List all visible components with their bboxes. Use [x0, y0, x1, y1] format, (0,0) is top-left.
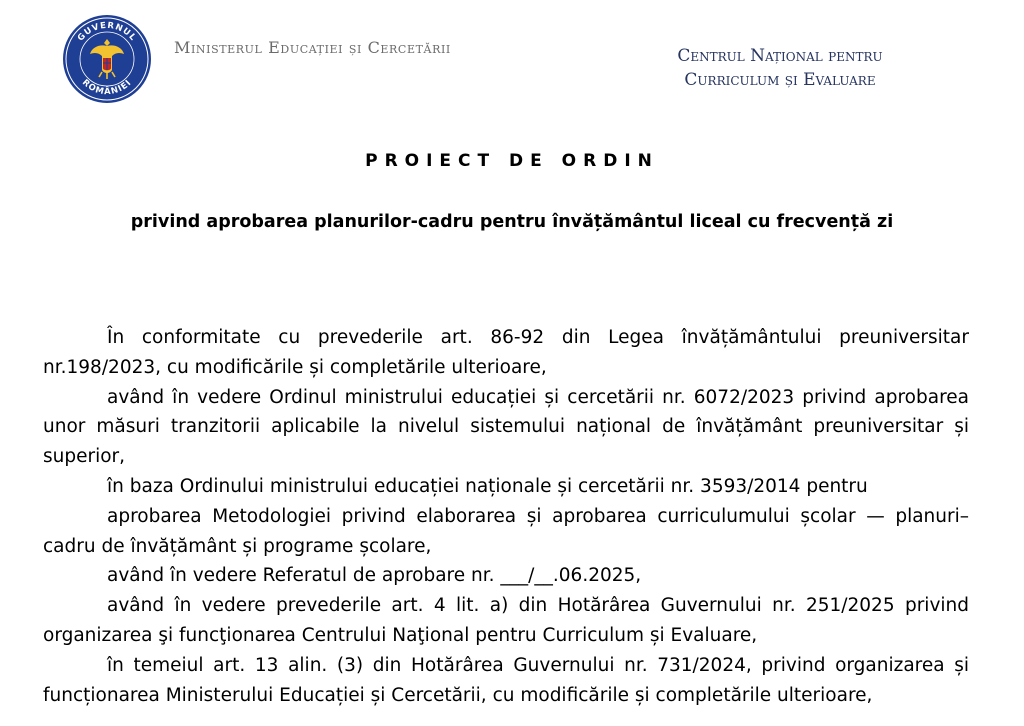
svg-text:GUVERNUL: GUVERNUL: [75, 20, 139, 44]
svg-text:ROMÂNIEI: ROMÂNIEI: [80, 77, 135, 98]
paragraph: având în vedere prevederile art. 4 lit. a) din Hotărârea Guvernului nr. 251/2025 privind organizarea şi funcţionarea Centrului Naţional pentru Curriculum și Evaluare,: [43, 595, 969, 646]
cnce-name: [630, 44, 930, 92]
paragraph: având în vedere Ordinul ministrului educației și cercetării nr. 6072/2023 privind aprobarea unor măsuri tranzitorii aplicabile la nivelul sistemului național de învățământ preuniversitar și superior,: [43, 386, 969, 468]
letterhead: [0, 0, 1024, 120]
cnce-name-line1: Centrul Național pentru: [677, 46, 883, 66]
paragraph: În conformitate cu prevederile art. 86-92 din Legea învățământului preuniversitar nr.198/2023, cu modificările și completările ulterioare,: [43, 327, 969, 378]
ministry-name: Ministerul Educației și Cercetării: [174, 38, 451, 57]
paragraph: aprobarea Metodologiei privind elaborarea și aprobarea curriculumului școlar — planuri–cadru de învățământ și programe școlare,: [43, 505, 969, 557]
document-body: [43, 323, 969, 710]
paragraph: având în vedere Referatul de aprobare nr. ___/__.06.2025,: [107, 565, 642, 587]
government-seal-logo: [62, 14, 152, 104]
paragraph: în temeiul art. 13 alin. (3) din Hotărârea Guvernului nr. 731/2024, privind organizarea și funcționarea Ministerului Educației și Cercetării, cu modificările și completările ulterioare,: [43, 654, 969, 706]
document-subtitle: privind aprobarea planurilor-cadru pentru învățământul liceal cu frecvență zi: [130, 212, 894, 232]
cnce-name-line2: Curriculum și Evaluare: [684, 70, 876, 90]
document-title: PROIECT DE ORDIN: [365, 151, 659, 171]
paragraph: în baza Ordinului ministrului educației naționale și cercetării nr. 3593/2014 pentru: [107, 475, 868, 497]
